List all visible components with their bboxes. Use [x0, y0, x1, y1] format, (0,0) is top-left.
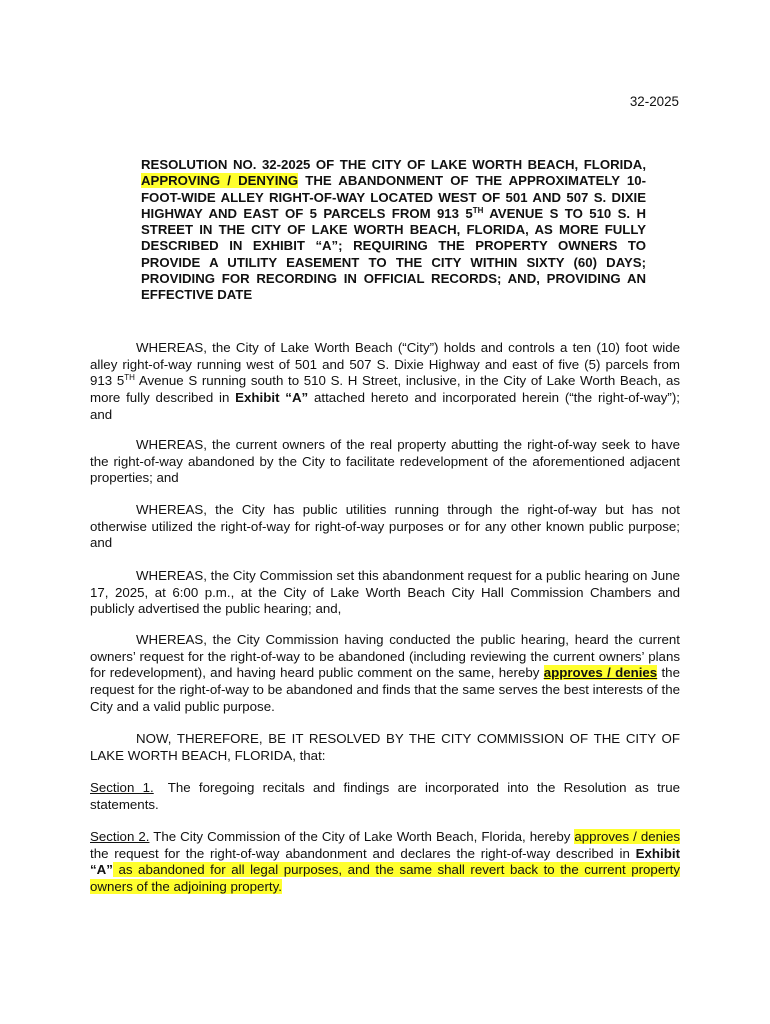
section-heading: Section 2. [90, 829, 150, 844]
whereas-paragraph-3 [90, 502, 680, 552]
paragraph-text: WHEREAS, the City Commission set this abandonment request for a public hearing on June 17, 2025, at 6:00 p.m., at the City of Lake Worth Beach City Hall Commission Chambers and publicly advertised the public hearing; and, [90, 568, 680, 617]
resolution-title [141, 157, 646, 304]
paragraph-text: attached hereto and incorporated herein (“the right-of-way”); and [90, 390, 680, 422]
paragraph-text: WHEREAS, the City of Lake Worth Beach (“City”) holds and controls a ten (10) foot wide alley right-of-way running west of 501 and 507 S. Dixie Highway and east of five (5) parcels from 913 5 [90, 340, 680, 389]
title-superscript: TH [472, 205, 484, 215]
paragraph-text: WHEREAS, the City Commission having conducted the public hearing, heard the current owners’ request for the right-of-way to be abandoned (including reviewing the current owners’ plans for redevelopment), and having heard public comment on the same, hereby [90, 632, 680, 681]
now-therefore-paragraph [90, 731, 680, 764]
title-text: RESOLUTION NO. 32-2025 OF THE CITY OF LAKE WORTH BEACH, FLORIDA, [141, 157, 646, 172]
whereas-paragraph-4 [90, 568, 680, 618]
paragraph-text: WHEREAS, the current owners of the real property abutting the right-of-way seek to have the right-of-way abandoned by the City to facilitate redevelopment of the aforementioned adjacent properties; and [90, 437, 680, 486]
page-number: 32-2025 [629, 94, 679, 109]
title-highlight: APPROVING / DENYING [141, 173, 299, 189]
paragraph-text: the request for the right-of-way to be abandoned and finds that the same serves the best interests of the City and a valid public purpose. [90, 665, 680, 714]
section-2 [90, 829, 680, 896]
superscript: TH [124, 373, 135, 383]
title-text: AVENUE S TO 510 S. H STREET IN THE CITY OF LAKE WORTH BEACH, FLORIDA, AS MORE FULLY DESCRIBED IN EXHIBIT “A”; REQUIRING THE PROPERTY OWNERS TO PROVIDE A UTILITY EASEMENT TO THE CITY WITHIN SIXTY (60) DAYS; PROVIDING FOR RECORDING IN OFFICIAL RECORDS; AND, PROVIDING AN EFFECTIVE DATE [141, 205, 646, 303]
exhibit-reference: Exhibit “A” [90, 845, 680, 878]
paragraph-text: Avenue S running south to 510 S. H Street, inclusive, in the City of Lake Worth Beach, as more fully described in [90, 373, 680, 406]
section-heading: Section 1. [90, 780, 154, 795]
whereas-paragraph-5 [90, 632, 680, 716]
paragraph-text: The foregoing recitals and findings are incorporated into the Resolution as true statements. [90, 780, 680, 812]
paragraph-text: the request for the right-of-way abandonment and declares the right-of-way described in [90, 845, 636, 861]
paragraph-text: NOW, THEREFORE, BE IT RESOLVED BY THE CITY COMMISSION OF THE CITY OF LAKE WORTH BEACH, FLORIDA, that: [90, 731, 680, 763]
approves-denies-highlight: approves / denies [574, 829, 680, 844]
title-text: THE ABANDONMENT OF THE APPROXIMATELY 10-FOOT-WIDE ALLEY RIGHT-OF-WAY LOCATED WEST OF 501 AND 507 S. DIXIE HIGHWAY AND EAST OF 5 PARCELS FROM 913 5 [141, 173, 646, 221]
paragraph-text: The City Commission of the City of Lake Worth Beach, Florida, hereby [149, 829, 575, 844]
paragraph-text: WHEREAS, the City has public utilities running through the right-of-way but has not otherwise utilized the right-of-way for right-of-way purposes or for any other known public purpose; and [90, 502, 680, 551]
section-1 [90, 780, 680, 813]
exhibit-reference: Exhibit “A” [235, 390, 309, 406]
whereas-paragraph-2 [90, 437, 680, 487]
abandonment-highlight: as abandoned for all legal purposes, and the same shall revert back to the current property owners of the adjoining property. [90, 862, 680, 895]
whereas-paragraph-1 [90, 340, 680, 424]
approves-denies-highlight: approves / denies [543, 665, 658, 681]
